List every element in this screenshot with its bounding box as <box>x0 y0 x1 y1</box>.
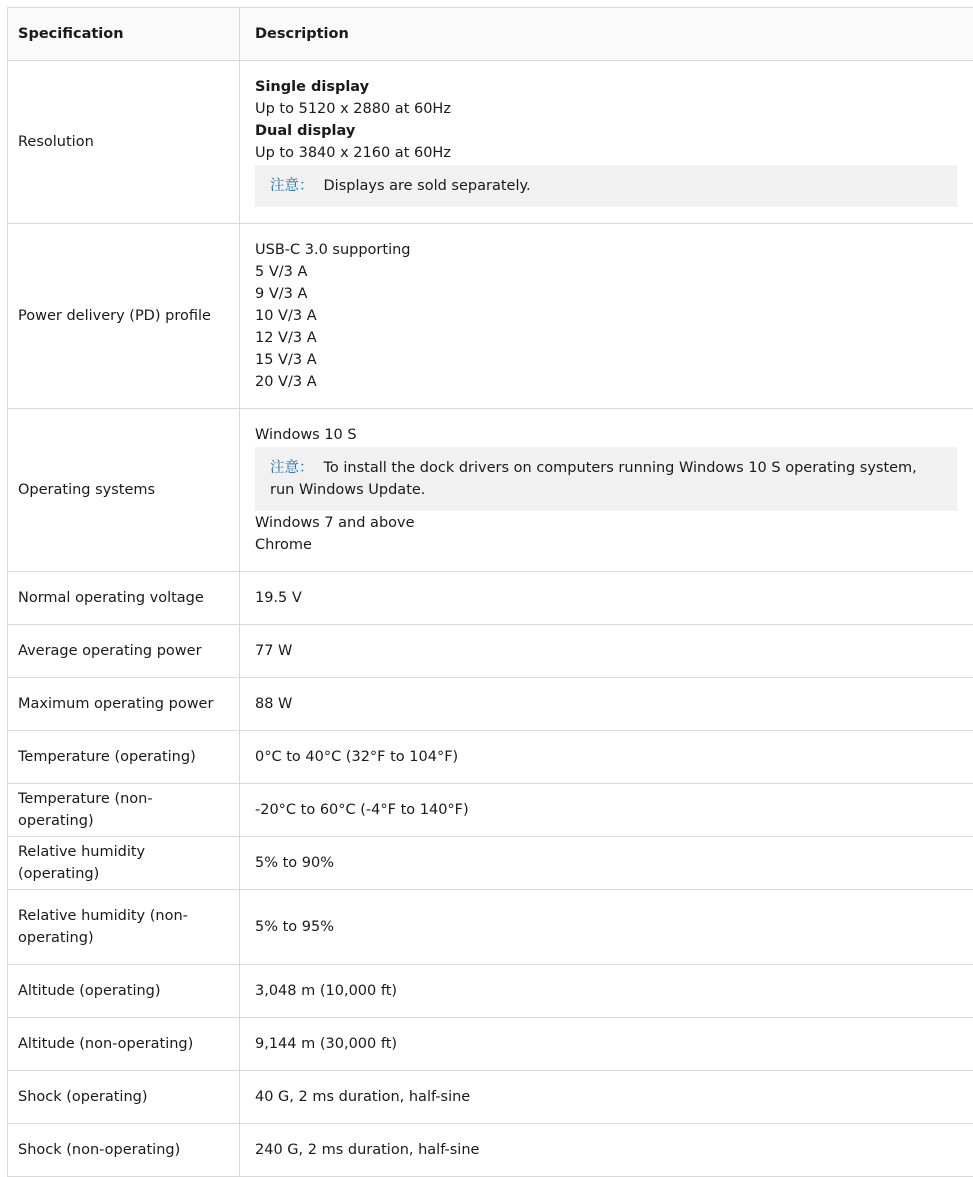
spec-table <box>7 7 973 1177</box>
spec-value: 9,144 m (30,000 ft) <box>240 1018 973 1071</box>
table-row <box>8 890 973 965</box>
spec-label: Altitude (non-operating) <box>8 1018 240 1071</box>
pd-line: 10 V/3 A <box>255 305 957 327</box>
table-row <box>8 572 973 625</box>
pd-line: 20 V/3 A <box>255 371 957 393</box>
spec-value <box>240 224 973 409</box>
spec-label: Maximum operating power <box>8 678 240 731</box>
spec-label: Altitude (operating) <box>8 965 240 1018</box>
dual-display-title: Dual display <box>255 120 957 142</box>
spec-label: Relative humidity (non-operating) <box>8 890 240 965</box>
spec-label: Normal operating voltage <box>8 572 240 625</box>
note-text: Displays are sold separately. <box>324 178 531 194</box>
table-row <box>8 1071 973 1124</box>
table-row <box>8 784 973 837</box>
spec-value: 3,048 m (10,000 ft) <box>240 965 973 1018</box>
spec-value: 77 W <box>240 625 973 678</box>
single-display-value: Up to 5120 x 2880 at 60Hz <box>255 98 957 120</box>
note-text: To install the dock drivers on computers running Windows 10 S operating system, run Windows Update. <box>270 460 917 498</box>
spec-value: 40 G, 2 ms duration, half-sine <box>240 1071 973 1124</box>
spec-value: 5% to 95% <box>240 890 973 965</box>
spec-label: Shock (operating) <box>8 1071 240 1124</box>
spec-value: 0°C to 40°C (32°F to 104°F) <box>240 731 973 784</box>
spec-label: Average operating power <box>8 625 240 678</box>
spec-label: Relative humidity (operating) <box>8 837 240 890</box>
header-specification: Specification <box>8 8 240 61</box>
pd-line: 9 V/3 A <box>255 283 957 305</box>
table-row <box>8 837 973 890</box>
spec-value: -20°C to 60°C (-4°F to 140°F) <box>240 784 973 837</box>
os-line: Windows 7 and above <box>255 512 957 534</box>
pd-line: 12 V/3 A <box>255 327 957 349</box>
spec-value <box>240 61 973 224</box>
note-box <box>255 447 957 511</box>
spec-value <box>240 409 973 572</box>
pd-line: 5 V/3 A <box>255 261 957 283</box>
table-row <box>8 731 973 784</box>
table-row <box>8 1124 973 1177</box>
spec-label: Temperature (operating) <box>8 731 240 784</box>
pd-line: 15 V/3 A <box>255 349 957 371</box>
spec-value: 19.5 V <box>240 572 973 625</box>
table-row <box>8 224 973 409</box>
note-box <box>255 165 957 207</box>
note-label: 注意： <box>270 460 314 476</box>
spec-label: Operating systems <box>8 409 240 572</box>
os-line: Windows 10 S <box>255 424 957 446</box>
header-row <box>8 8 973 61</box>
single-display-title: Single display <box>255 76 957 98</box>
table-row <box>8 965 973 1018</box>
header-description: Description <box>240 8 973 61</box>
table-row <box>8 678 973 731</box>
spec-label: Shock (non-operating) <box>8 1124 240 1177</box>
os-line: Chrome <box>255 534 957 556</box>
note-label: 注意： <box>270 178 314 194</box>
spec-value: 5% to 90% <box>240 837 973 890</box>
spec-label: Power delivery (PD) profile <box>8 224 240 409</box>
dual-display-value: Up to 3840 x 2160 at 60Hz <box>255 142 957 164</box>
spec-value: 240 G, 2 ms duration, half-sine <box>240 1124 973 1177</box>
table-row <box>8 61 973 224</box>
table-row <box>8 1018 973 1071</box>
spec-label: Temperature (non-operating) <box>8 784 240 837</box>
pd-line: USB-C 3.0 supporting <box>255 239 957 261</box>
table-row <box>8 409 973 572</box>
table-row <box>8 625 973 678</box>
spec-label: Resolution <box>8 61 240 224</box>
spec-value: 88 W <box>240 678 973 731</box>
